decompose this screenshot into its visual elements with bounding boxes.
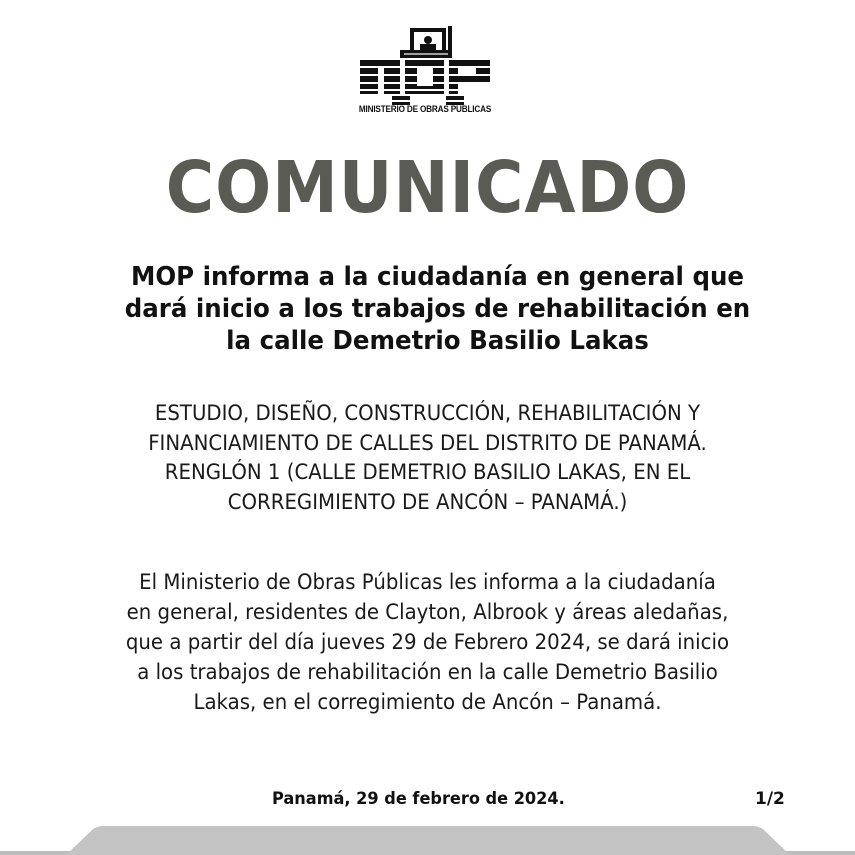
logo-caption: MINISTERIO DE OBRAS PÚBLICAS: [358, 104, 492, 115]
page-number: 1/2: [755, 789, 785, 809]
mop-bulldozer-logo-icon: [354, 26, 496, 106]
body-line: a los trabajos de rehabilitación en la calle Demetrio Basilio: [137, 660, 718, 684]
body-line: que a partir del día jueves 29 de Febrero 2024, se dará inicio: [125, 630, 730, 654]
headline-line: la calle Demetrio Basilio Lakas: [226, 326, 649, 356]
body-paragraph: [77, 567, 777, 717]
footer-tab-decoration: [0, 826, 855, 855]
body-line: Lakas, en el corregimiento de Ancón – Panamá.: [193, 690, 662, 714]
body-line: El Ministerio de Obras Públicas les informa a la ciudadanía: [139, 570, 716, 594]
subject-line: CORREGIMIENTO DE ANCÓN – PANAMÁ.): [227, 489, 628, 514]
subject-line: FINANCIAMIENTO DE CALLES DEL DISTRITO DE PANAMÁ.: [148, 430, 707, 455]
headline-line: dará inicio a los trabajos de rehabilitación en: [124, 294, 751, 324]
issue-date: Panamá, 29 de febrero de 2024.: [272, 789, 565, 809]
subject-line: RENGLÓN 1 (CALLE DEMETRIO BASILIO LAKAS, EN EL: [164, 460, 691, 484]
body-line: en general, residentes de Clayton, Albrook y áreas aledañas,: [126, 600, 729, 624]
project-subject: [82, 399, 773, 517]
page-title: COMUNICADO: [165, 146, 690, 229]
headline-line: MOP informa a la ciudadanía en general que: [130, 262, 745, 292]
subject-line: ESTUDIO, DISEÑO, CONSTRUCCIÓN, REHABILITACIÓN Y: [154, 401, 701, 425]
headline: [114, 261, 762, 357]
